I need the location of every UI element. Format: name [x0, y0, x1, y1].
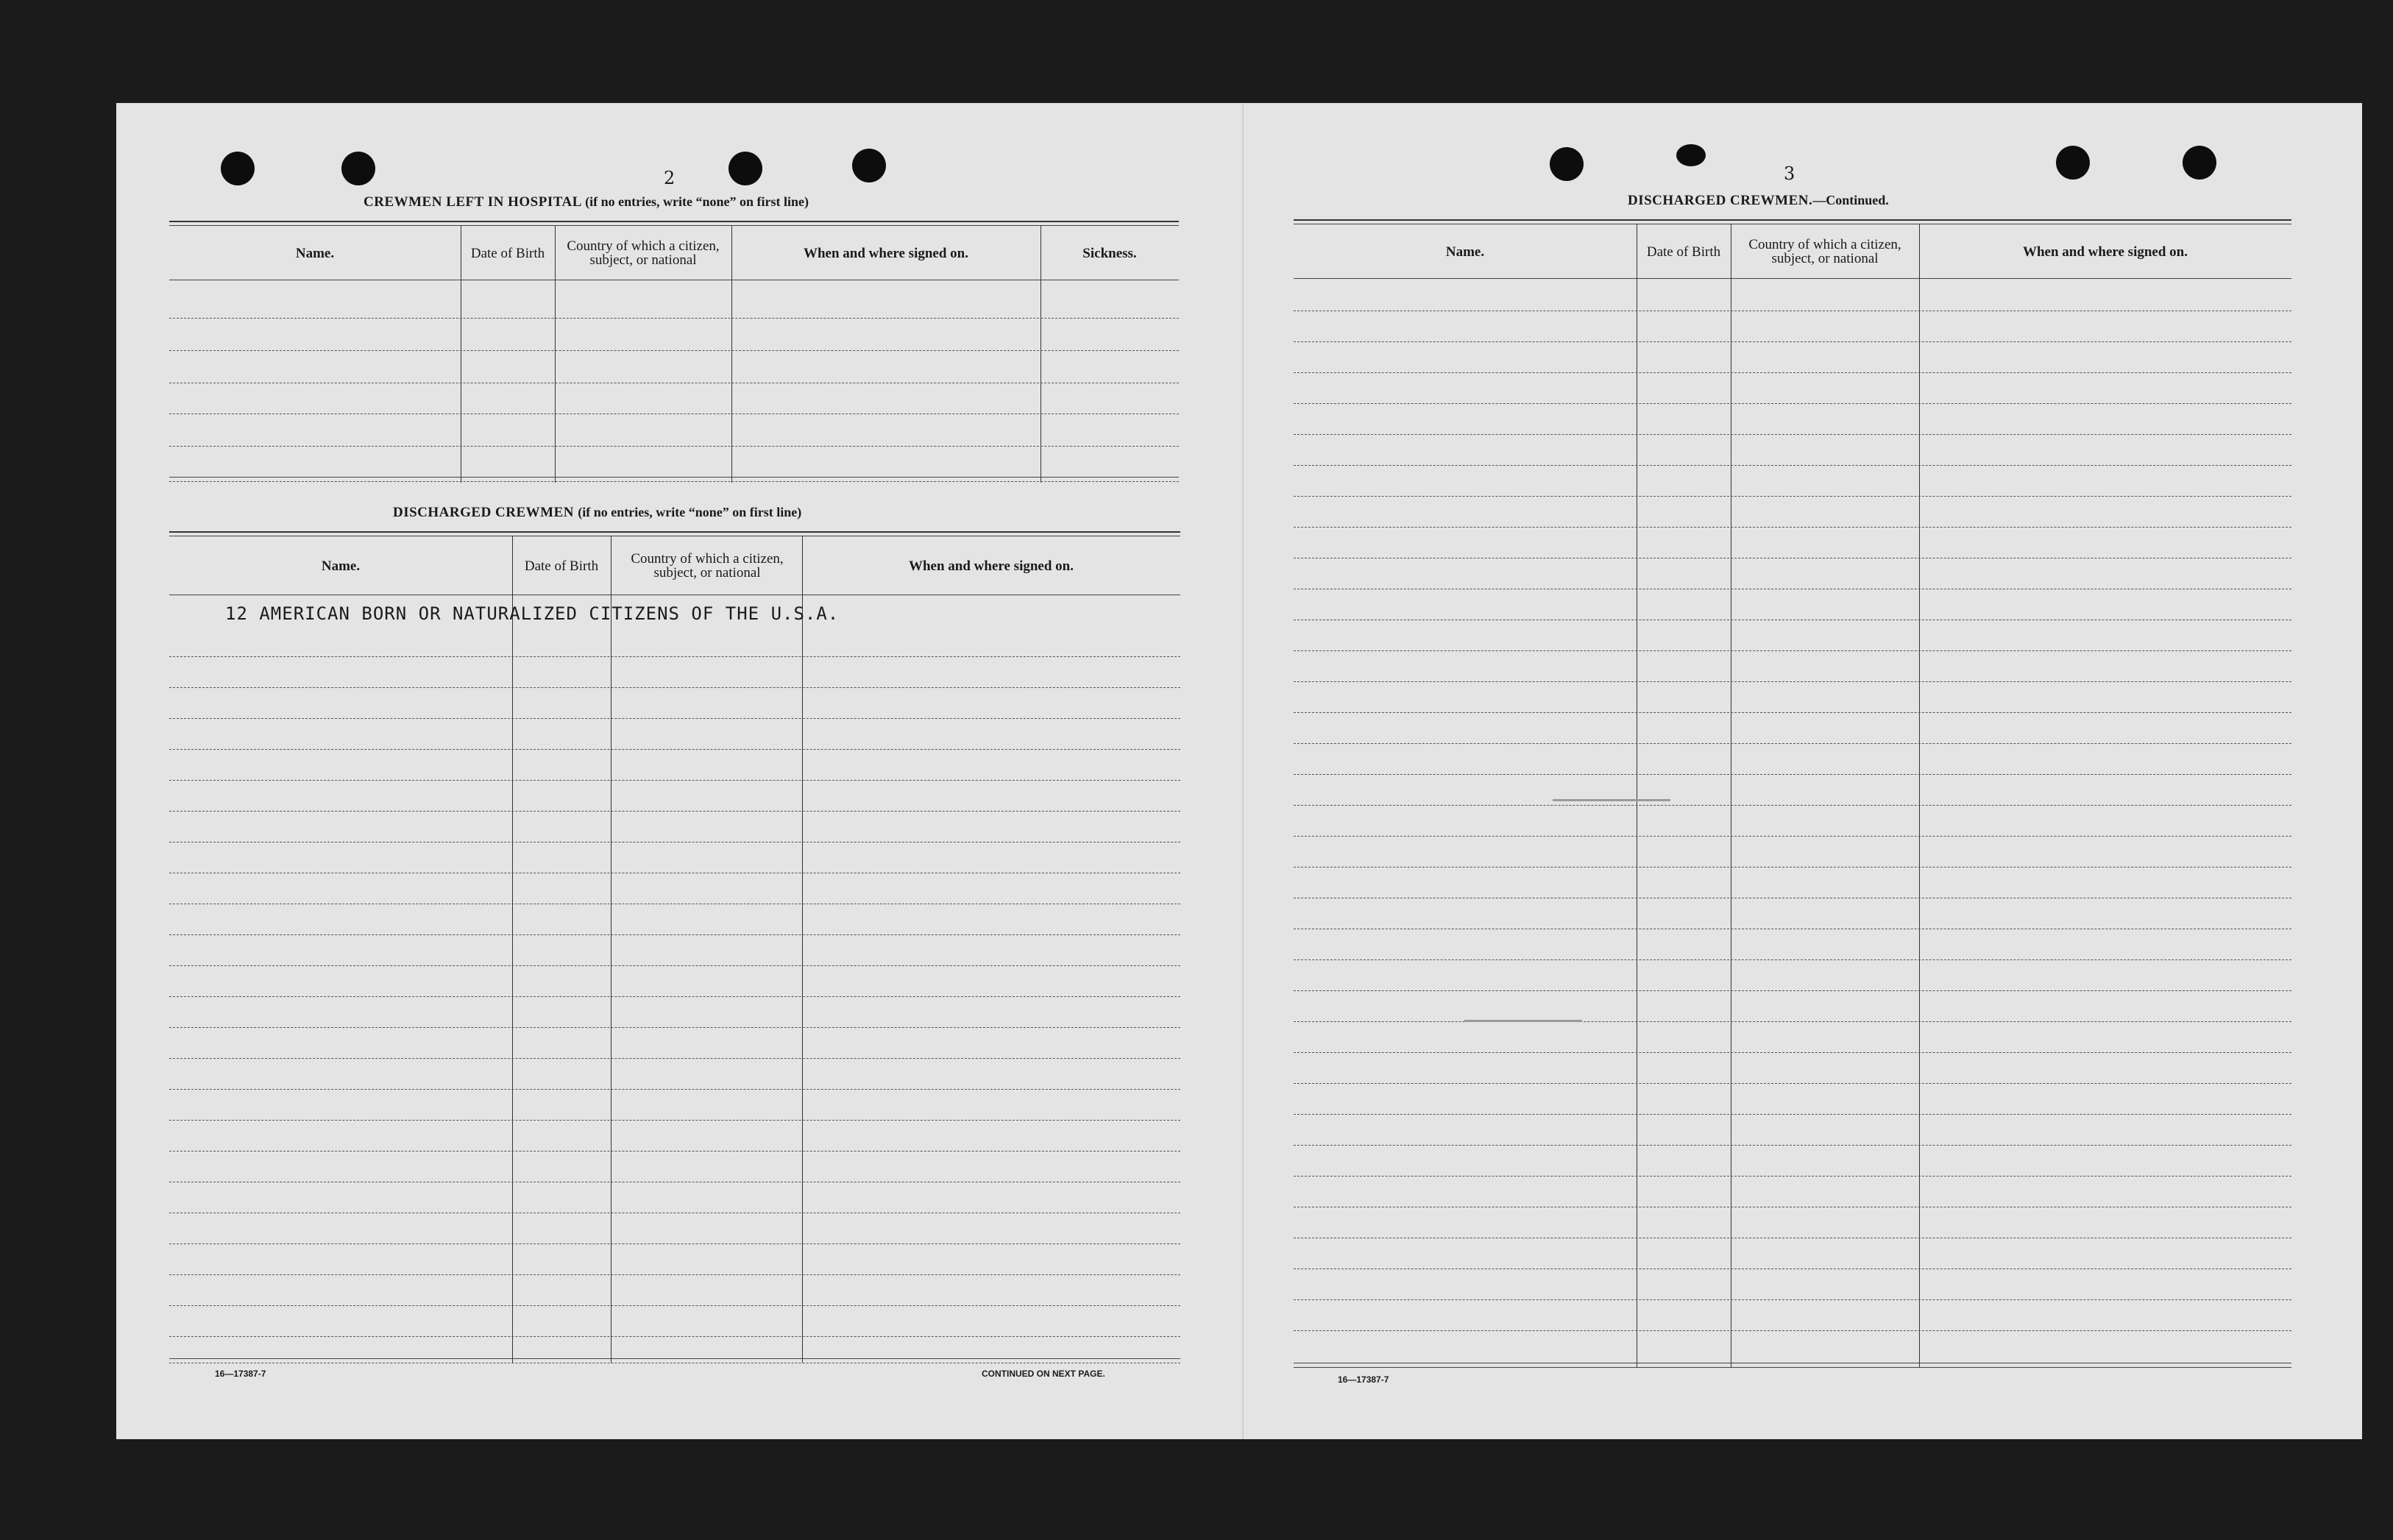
- page-number: 2: [664, 168, 676, 188]
- hospital-section-title: CREWMEN LEFT IN HOSPITAL (if no entries, write “none” on first line): [364, 194, 809, 210]
- punch-hole: [728, 152, 762, 185]
- punch-hole: [852, 149, 886, 182]
- column-header-when-where: When and where signed on.: [908, 558, 1074, 574]
- punch-hole: [1550, 147, 1584, 181]
- column-header-date-of-birth: Date of Birth: [470, 245, 545, 261]
- discharged-continued-table: [1294, 219, 2291, 1367]
- column-header-country: Country of which a citizen, subject, or national: [631, 551, 784, 581]
- column-header-when-where: When and where signed on.: [2022, 244, 2188, 260]
- column-header-country: Country of which a citizen, subject, or national: [567, 238, 720, 268]
- continued-note: CONTINUED ON NEXT PAGE.: [982, 1369, 1105, 1379]
- column-header-sickness: Sickness.: [1082, 245, 1137, 261]
- right-page: [1244, 103, 2362, 1439]
- column-header-name: Name.: [1445, 244, 1485, 260]
- form-number: 16—17387-7: [215, 1369, 266, 1379]
- form-number: 16—17387-7: [1338, 1374, 1389, 1385]
- left-page: [116, 103, 1244, 1439]
- punch-hole: [2183, 146, 2216, 180]
- column-header-when-where: When and where signed on.: [803, 245, 968, 261]
- column-header-date-of-birth: Date of Birth: [524, 558, 599, 574]
- page-number: 3: [1784, 163, 1795, 184]
- punch-hole: [341, 152, 375, 185]
- punch-hole: [1676, 144, 1706, 166]
- column-header-date-of-birth: Date of Birth: [1646, 244, 1721, 260]
- column-header-name: Name.: [321, 558, 361, 574]
- discharged-entry-text: 12 AMERICAN BORN OR NATURALIZED CITIZENS OF THE U.S.A.: [225, 603, 840, 624]
- column-header-name: Name.: [295, 245, 335, 261]
- punch-hole: [2056, 146, 2090, 180]
- hospital-table: [169, 221, 1179, 486]
- discharged-table: [169, 531, 1180, 1363]
- discharged-continued-title: DISCHARGED CREWMEN.—Continued.: [1628, 193, 1889, 208]
- discharged-section-title: DISCHARGED CREWMEN (if no entries, write “none” on first line): [393, 505, 802, 520]
- punch-hole: [221, 152, 255, 185]
- faint-mark: [1464, 1020, 1582, 1022]
- faint-mark: [1553, 799, 1670, 801]
- column-header-country: Country of which a citizen, subject, or national: [1748, 237, 1901, 266]
